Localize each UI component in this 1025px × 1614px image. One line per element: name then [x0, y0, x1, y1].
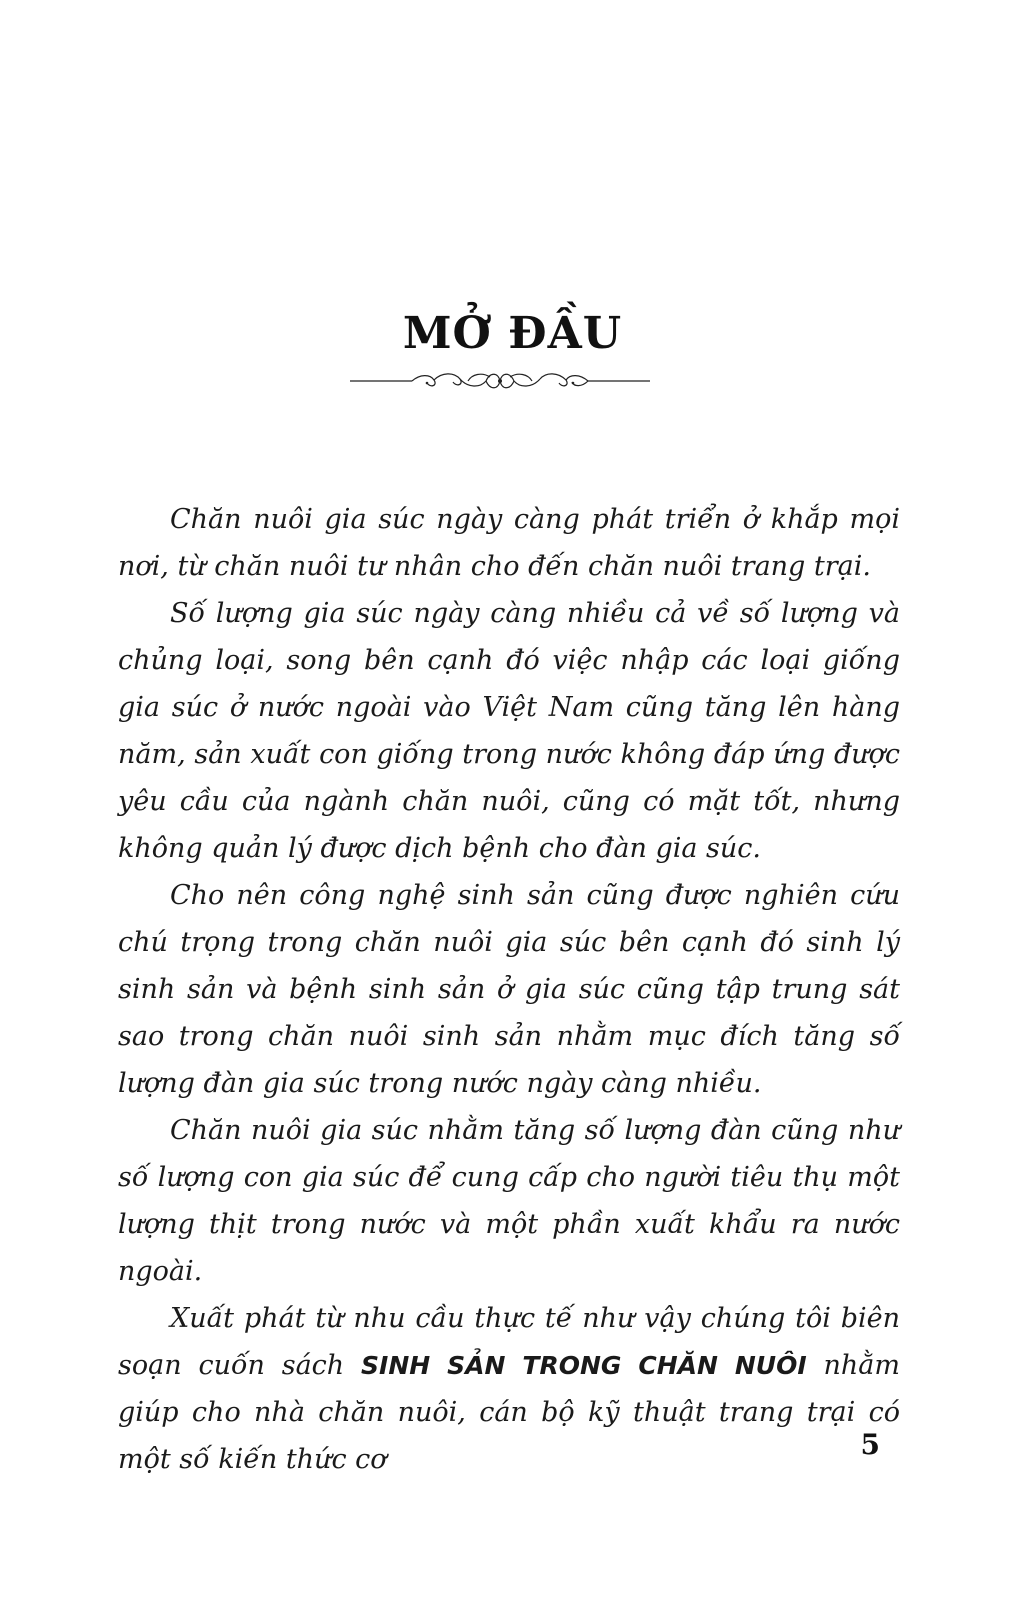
paragraph: Số lượng gia súc ngày càng nhiều cả về số lượng và chủng loại, song bên cạnh đó việc nhập các loại giống gia súc ở nước ngoài vào Việt Nam cũng tăng lên hàng năm, sản xuất con giống trong nước không đáp ứng được yêu cầu của ngành chăn nuôi, cũng có mặt tốt, nhưng không quản lý được dịch bệnh cho đàn gia súc. [118, 598, 900, 864]
preface-body [118, 496, 900, 1483]
book-title-emphasis: SINH SẢN TRONG CHĂN NUÔI [361, 1351, 807, 1380]
paragraph: Cho nên công nghệ sinh sản cũng được nghiên cứu chú trọng trong chăn nuôi gia súc bên cạnh đó sinh lý sinh sản và bệnh sinh sản ở gia súc cũng tập trung sát sao trong chăn nuôi sinh sản nhằm mục đích tăng số lượng đàn gia súc trong nước ngày càng nhiều. [118, 880, 900, 1099]
paragraph: Chăn nuôi gia súc nhằm tăng số lượng đàn cũng như số lượng con gia súc để cung cấp cho người tiêu thụ một lượng thịt trong nước và một phần xuất khẩu ra nước ngoài. [118, 1115, 900, 1287]
chapter-title: MỞ ĐẦU [402, 308, 623, 359]
paragraph: Chăn nuôi gia súc ngày càng phát triển ở khắp mọi nơi, từ chăn nuôi tư nhân cho đến chăn nuôi trang trại. [118, 504, 900, 582]
flourish-divider-icon [350, 366, 650, 396]
paragraph [118, 1295, 900, 1483]
page-number: 5 [860, 1428, 880, 1461]
paragraph-text-start: Xuất phát từ nhu cầu thực tế như vậy chúng tôi biên soạn cuốn sách [118, 1303, 900, 1381]
paragraph-text-end: nhằm giúp cho nhà chăn nuôi, cán bộ kỹ thuật trang trại có một số kiến thức cơ [118, 1350, 900, 1475]
